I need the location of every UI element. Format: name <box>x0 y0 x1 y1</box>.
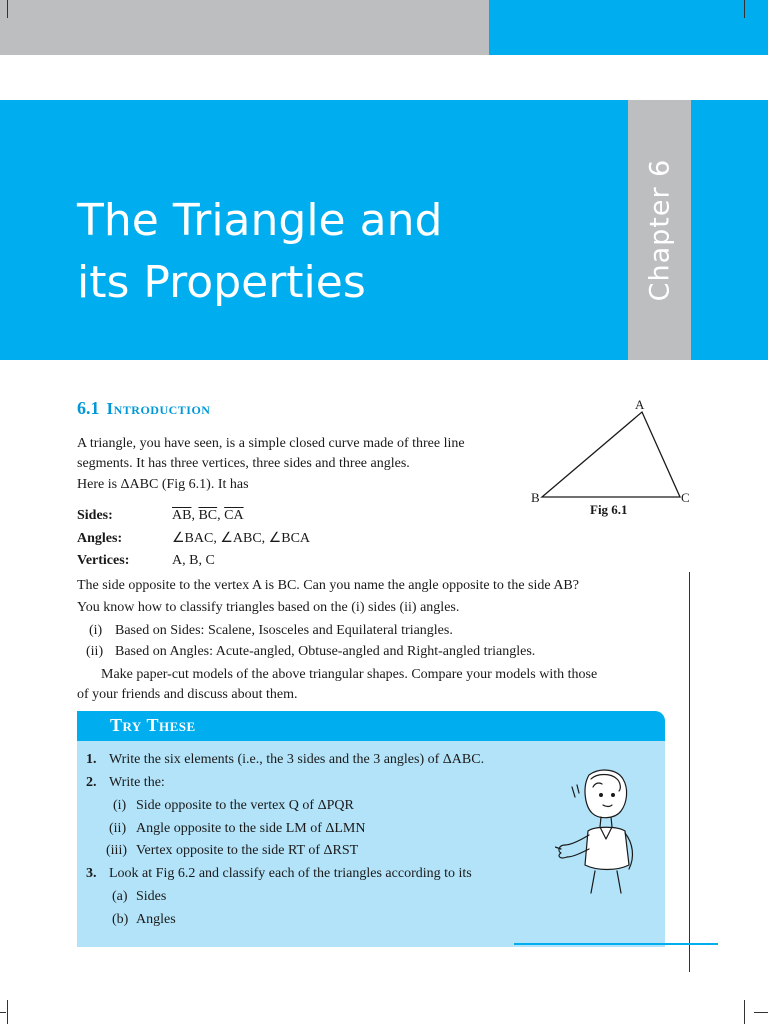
list-item-2: Based on Angles: Acute-angled, Obtuse-angled and Right-angled triangles. <box>115 644 536 659</box>
crop-mark <box>744 1000 745 1024</box>
vertices-label: Vertices: <box>77 553 130 568</box>
vertex-label-a: A <box>635 397 645 412</box>
top-blue-bar <box>489 0 768 55</box>
section-number: 6.1 <box>77 398 100 418</box>
crop-mark <box>7 1000 8 1024</box>
question-2-num: 2. <box>86 775 97 790</box>
question-1-num: 1. <box>86 752 97 767</box>
list-item-1: Based on Sides: Scalene, Isosceles and Equilateral triangles. <box>115 623 453 638</box>
thinking-girl-illustration <box>555 765 650 895</box>
crop-mark <box>754 1012 768 1013</box>
question-3-sub-a: Sides <box>136 889 167 904</box>
title-line-2: its Properties <box>77 257 366 308</box>
angles-label: Angles: <box>77 531 123 546</box>
body-line-2: You know how to classify triangles based on the (i) sides (ii) angles. <box>77 600 460 615</box>
question-1: Write the six elements (i.e., the 3 sides and the 3 angles) of ΔABC. <box>109 752 485 767</box>
sides-value: $\overline{AB}$, $\overline{BC}$, $\overline{CA}$ <box>172 508 244 523</box>
crop-mark <box>7 0 8 18</box>
question-2-sub-3: Vertex opposite to the side RT of ΔRST <box>136 843 359 858</box>
chapter-label: Chapter 6 <box>644 158 675 302</box>
intro-line-2: segments. It has three vertices, three sides and three angles. <box>77 456 410 471</box>
section-heading <box>77 398 210 419</box>
title-line-1: The Triangle and <box>77 195 443 246</box>
side-ca: $\overline{CA}$ <box>224 508 244 523</box>
intro-line-1: A triangle, you have seen, is a simple closed curve made of three line <box>77 436 465 451</box>
question-3-sub-a-num: (a) <box>112 889 128 904</box>
top-gray-bar <box>0 0 489 55</box>
sides-label: Sides: <box>77 508 113 523</box>
triangle-abc <box>542 412 680 497</box>
question-3-sub-b-num: (b) <box>112 912 129 927</box>
vertices-value: A, B, C <box>172 553 215 568</box>
question-3: Look at Fig 6.2 and classify each of the triangles according to its <box>109 866 472 881</box>
section-title: Introduction <box>106 399 211 418</box>
question-2-sub-2: Angle opposite to the side LM of ΔLMN <box>136 821 366 836</box>
chapter-tab-label-wrap <box>628 100 691 360</box>
question-2: Write the: <box>109 775 165 790</box>
side-ab: $\overline{AB}$ <box>172 508 192 523</box>
crop-mark <box>0 1012 6 1013</box>
body-line-4: of your friends and discuss about them. <box>77 687 298 702</box>
try-these-header <box>77 711 665 741</box>
side-bc: $\overline{BC}$ <box>198 508 218 523</box>
question-2-sub-1-num: (i) <box>113 798 127 813</box>
list-item-1-num: (i) <box>89 623 103 638</box>
question-3-num: 3. <box>86 866 97 881</box>
try-these-title: Try These <box>110 715 196 735</box>
question-2-sub-2-num: (ii) <box>109 821 127 836</box>
body-line-3: Make paper-cut models of the above triangular shapes. Compare your models with those <box>101 667 598 682</box>
figure-caption: Fig 6.1 <box>590 502 628 517</box>
vertex-label-c: C <box>681 490 690 505</box>
question-2-sub-1: Side opposite to the vertex Q of ΔPQR <box>136 798 354 813</box>
question-2-sub-3-num: (iii) <box>106 843 127 858</box>
question-3-sub-b: Angles <box>136 912 176 927</box>
margin-rule <box>689 572 690 972</box>
list-item-2-num: (ii) <box>86 644 104 659</box>
vertex-label-b: B <box>531 490 540 505</box>
page-title <box>77 190 442 314</box>
intro-line-3: Here is ΔABC (Fig 6.1). It has <box>77 477 249 492</box>
triangle-figure <box>525 395 695 505</box>
crop-mark <box>744 0 745 18</box>
bottom-blue-rule <box>514 943 718 945</box>
angles-value: ∠BAC, ∠ABC, ∠BCA <box>172 531 311 546</box>
body-line-1: The side opposite to the vertex A is BC. Can you name the angle opposite to the side AB? <box>77 578 579 593</box>
